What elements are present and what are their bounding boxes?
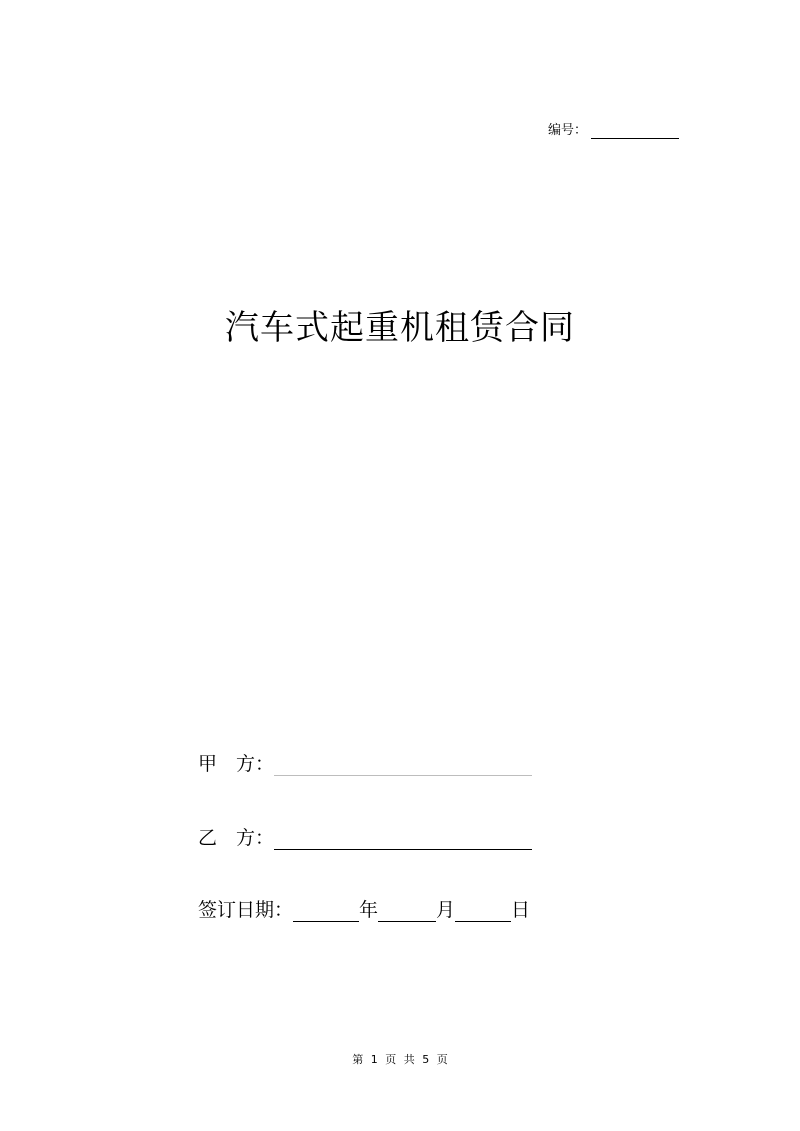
footer-total-pages: 5 bbox=[422, 1053, 430, 1066]
year-blank bbox=[293, 901, 359, 922]
party-a-label-suffix: 方： bbox=[236, 753, 275, 775]
sign-date-label: 签订日期： bbox=[198, 899, 294, 921]
footer-page-number: 1 bbox=[370, 1053, 378, 1066]
party-a-blank bbox=[274, 755, 532, 776]
day-label: 日 bbox=[511, 899, 531, 921]
party-b-label-suffix: 方： bbox=[236, 827, 275, 849]
year-label: 年 bbox=[359, 899, 379, 921]
party-a-row bbox=[198, 752, 532, 776]
page-footer bbox=[0, 1053, 800, 1067]
sign-date-row bbox=[198, 898, 530, 922]
party-a-label-char: 甲 bbox=[198, 753, 218, 775]
footer-page-prefix: 第 bbox=[352, 1053, 364, 1066]
footer-page-mid: 页 bbox=[385, 1053, 397, 1066]
party-b-label-char: 乙 bbox=[198, 827, 218, 849]
document-title: 汽车式起重机租赁合同 bbox=[225, 308, 575, 348]
party-b-blank bbox=[274, 829, 532, 850]
contract-number-row bbox=[548, 123, 679, 139]
footer-page-suffix: 页 bbox=[436, 1053, 448, 1066]
month-blank bbox=[378, 901, 436, 922]
contract-number-blank bbox=[591, 125, 679, 139]
day-blank bbox=[455, 901, 511, 922]
footer-total-prefix: 共 bbox=[403, 1053, 415, 1066]
party-b-row bbox=[198, 826, 532, 850]
month-label: 月 bbox=[436, 899, 456, 921]
contract-number-label: 编号： bbox=[548, 123, 588, 138]
